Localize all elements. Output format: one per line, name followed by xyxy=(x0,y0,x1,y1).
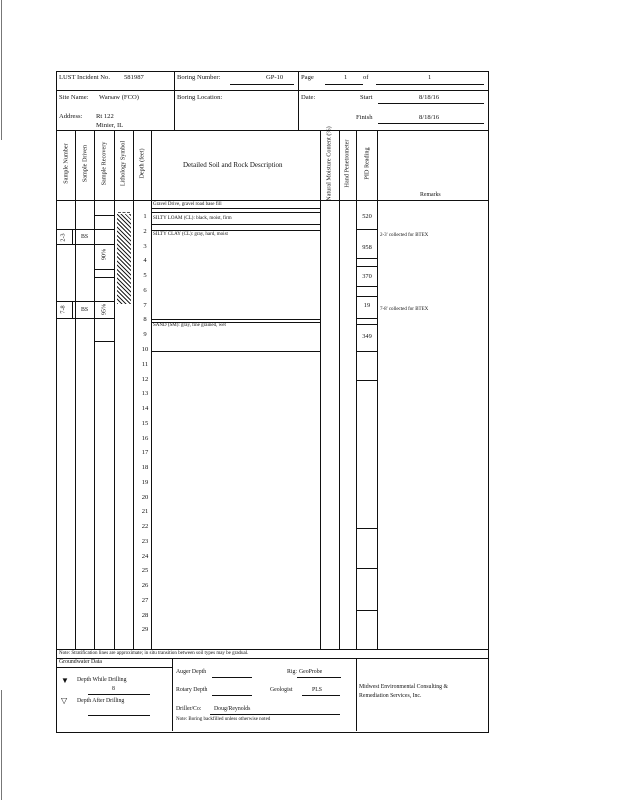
driller-underline xyxy=(210,714,340,715)
pid-reading-1: 520 xyxy=(362,213,372,220)
depth-25: 25 xyxy=(141,567,149,574)
col-line-pid xyxy=(377,130,378,649)
depth-5: 5 xyxy=(143,272,147,279)
stratification-note: Note: Stratification lines are approximate; in situ transition between soil types may be gradual. xyxy=(59,651,249,656)
depth-2: 2 xyxy=(143,228,147,235)
sample-bracket xyxy=(72,229,73,245)
sample-number-1: 2-3 xyxy=(59,233,67,242)
col-line-sample-driven xyxy=(94,130,95,649)
depth-14: 14 xyxy=(141,405,149,412)
sample-recovery-1: 90% xyxy=(100,248,108,261)
sample-bracket xyxy=(72,301,73,318)
strata-line xyxy=(151,351,320,352)
col-line-sample-recovery xyxy=(114,130,115,649)
depth-6: 6 xyxy=(143,287,147,294)
of-value: 1 xyxy=(428,74,432,81)
start-value: 8/18/16 xyxy=(419,94,440,101)
pid-cell-line xyxy=(356,318,377,319)
start-underline xyxy=(378,103,484,104)
pid-cell-line xyxy=(356,258,377,259)
description-sand: SAND (SM): gray, fine grained, wet xyxy=(153,323,226,328)
of-label: of xyxy=(363,74,369,81)
lithology-symbol-fill xyxy=(117,214,131,304)
strata-line xyxy=(151,224,320,225)
column-header-bottom xyxy=(56,200,488,201)
col-line-description xyxy=(320,130,321,649)
pid-reading-2: 958 xyxy=(362,244,372,251)
footer-col-line xyxy=(356,658,357,731)
col-line-penetrometer xyxy=(356,130,357,649)
sample-box-line xyxy=(94,269,114,270)
footer-col-line xyxy=(172,658,173,731)
pid-cell-line xyxy=(356,380,377,381)
lust-incident-value: 581987 xyxy=(124,74,144,81)
col-header-pid-reading: PID Reading xyxy=(363,147,371,180)
pid-cell-line xyxy=(356,568,377,569)
col-line-moisture xyxy=(339,130,340,649)
sample-driven-2: BS xyxy=(81,307,89,313)
boring-number-label: Boring Number: xyxy=(177,74,221,81)
depth-after-drilling-underline xyxy=(88,715,150,716)
sample-box-line xyxy=(94,341,114,342)
depth-16: 16 xyxy=(141,435,149,442)
strata-line xyxy=(151,230,320,231)
pid-reading-3: 370 xyxy=(362,273,372,280)
sample-box-line xyxy=(94,215,114,216)
auger-depth-underline xyxy=(212,677,252,678)
footer-divider xyxy=(56,658,488,659)
filled-triangle-icon: ▼ xyxy=(61,676,69,685)
scan-edge-mark xyxy=(1,690,2,800)
page-value: 1 xyxy=(344,74,348,81)
depth-13: 13 xyxy=(141,390,149,397)
page-underline xyxy=(325,84,363,85)
outline-triangle-icon: ▽ xyxy=(61,696,68,705)
boring-number-underline xyxy=(230,84,294,85)
depth-22: 22 xyxy=(141,523,149,530)
description-gravel: Gravel Drive, gravel road base fill xyxy=(153,202,222,207)
groundwater-divider xyxy=(56,667,172,668)
pid-reading-5: 349 xyxy=(362,333,372,340)
pid-cell-line xyxy=(356,286,377,287)
driller-label: Driller/Co: xyxy=(176,706,202,712)
sample-box-line xyxy=(94,277,114,278)
rig-underline xyxy=(297,677,341,678)
pid-cell-line xyxy=(356,266,377,267)
finish-value: 8/18/16 xyxy=(419,114,440,121)
address-label: Address: xyxy=(59,113,83,120)
col-header-depth: Depth (feet) xyxy=(138,148,146,179)
depth-4: 4 xyxy=(143,257,147,264)
col-header-remarks: Remarks xyxy=(420,192,441,198)
col-header-lithology-symbol: Lithology Symbol xyxy=(119,140,127,187)
strata-line xyxy=(151,208,320,209)
depth-26: 26 xyxy=(141,582,149,589)
depth-27: 27 xyxy=(141,597,149,604)
pid-cell-line xyxy=(356,229,377,230)
depth-while-drilling-underline xyxy=(88,694,150,695)
rotary-depth-label: Rotary Depth xyxy=(176,687,208,693)
pid-cell-line xyxy=(356,324,377,325)
col-header-sample-number: Sample Number xyxy=(62,143,70,184)
depth-while-drilling-label: Depth While Drilling xyxy=(77,677,127,683)
boring-backfill-note: Note: Boring backfilled unless otherwise noted xyxy=(176,717,271,722)
col-header-natural-moisture: Natural Moisture Content (%) xyxy=(325,126,333,201)
remark-1: 2-3' collected for BTEX xyxy=(380,233,429,238)
description-silty-clay: SILTY CLAY (CL): gray, hard, moist xyxy=(153,232,228,237)
site-name-value: Warsaw (FCO) xyxy=(99,94,139,101)
depth-11: 11 xyxy=(141,361,149,368)
lithology-gravel-dots xyxy=(118,202,130,213)
header-col-line xyxy=(174,71,175,131)
boring-location-label: Boring Location: xyxy=(177,94,223,101)
auger-depth-label: Auger Depth xyxy=(176,669,207,675)
col-line-lithology xyxy=(133,130,134,649)
depth-23: 23 xyxy=(141,538,149,545)
depth-9: 9 xyxy=(143,331,147,338)
depth-18: 18 xyxy=(141,464,149,471)
page-label: Page xyxy=(301,74,314,81)
of-underline xyxy=(376,84,484,85)
depth-15: 15 xyxy=(141,420,149,427)
boring-number-value: GP-10 xyxy=(266,74,284,81)
depth-after-drilling-label: Depth After Drilling xyxy=(77,698,125,704)
rig-label: Rig: xyxy=(287,669,297,675)
company-line-1: Midwest Environmental Consulting & xyxy=(359,684,449,690)
pid-cell-line xyxy=(356,528,377,529)
depth-10: 10 xyxy=(141,346,149,353)
depth-29: 29 xyxy=(141,626,149,633)
address-line1: Rt 122 xyxy=(96,113,114,120)
depth-1: 1 xyxy=(143,213,147,220)
finish-label: Finish xyxy=(356,114,373,121)
depth-3: 3 xyxy=(143,243,147,250)
col-header-description: Detailed Soil and Rock Description xyxy=(183,161,283,169)
depth-28: 28 xyxy=(141,612,149,619)
date-label: Date: xyxy=(301,94,316,101)
depth-21: 21 xyxy=(141,508,149,515)
strata-line xyxy=(151,212,320,213)
geologist-value: PLS xyxy=(312,687,322,693)
rotary-depth-underline xyxy=(212,695,252,696)
pid-cell-line xyxy=(356,296,377,297)
address-line2: Minier, IL xyxy=(96,122,124,129)
company-line-2: Remediation Services, Inc. xyxy=(359,693,422,699)
header-divider xyxy=(56,90,488,91)
col-line-sample-number xyxy=(75,130,76,649)
depth-19: 19 xyxy=(141,479,149,486)
col-header-sample-recovery: Sample Recovery xyxy=(100,141,108,186)
geologist-label: Geologist xyxy=(270,687,293,693)
depth-12: 12 xyxy=(141,376,149,383)
groundwater-label: Groundwater Data xyxy=(59,659,102,665)
description-silty-loam: SILTY LOAM (CL): black, moist, firm xyxy=(153,216,232,221)
depth-24: 24 xyxy=(141,553,149,560)
geologist-underline xyxy=(302,695,340,696)
rig-value: GeoProbe xyxy=(299,669,323,675)
driller-value: Doug/Reynolds xyxy=(214,706,251,712)
depth-20: 20 xyxy=(141,494,149,501)
depth-8: 8 xyxy=(143,316,147,323)
remark-2: 7-8' collected for BTEX xyxy=(380,307,429,312)
strata-line xyxy=(151,319,320,320)
start-label: Start xyxy=(360,94,373,101)
sample-driven-1: BS xyxy=(81,234,89,240)
sample-recovery-2: 95% xyxy=(100,303,108,316)
depth-while-drilling-value: 8 xyxy=(112,686,115,692)
body-bottom-line xyxy=(56,649,488,650)
lust-incident-label: LUST Incident No. xyxy=(59,74,110,81)
finish-underline xyxy=(378,123,484,124)
depth-7: 7 xyxy=(143,302,147,309)
col-header-hand-penetrometer: Hand Penetrometer xyxy=(343,139,351,188)
header-col-line xyxy=(298,71,299,131)
pid-reading-4: 19 xyxy=(363,302,371,309)
pid-cell-line xyxy=(356,610,377,611)
site-name-label: Site Name: xyxy=(59,94,89,101)
depth-17: 17 xyxy=(141,449,149,456)
scan-edge-mark xyxy=(1,0,2,140)
col-header-sample-driven: Sample Driven xyxy=(81,144,89,183)
sample-number-2: 7-8 xyxy=(59,305,67,314)
pid-cell-line xyxy=(356,351,377,352)
